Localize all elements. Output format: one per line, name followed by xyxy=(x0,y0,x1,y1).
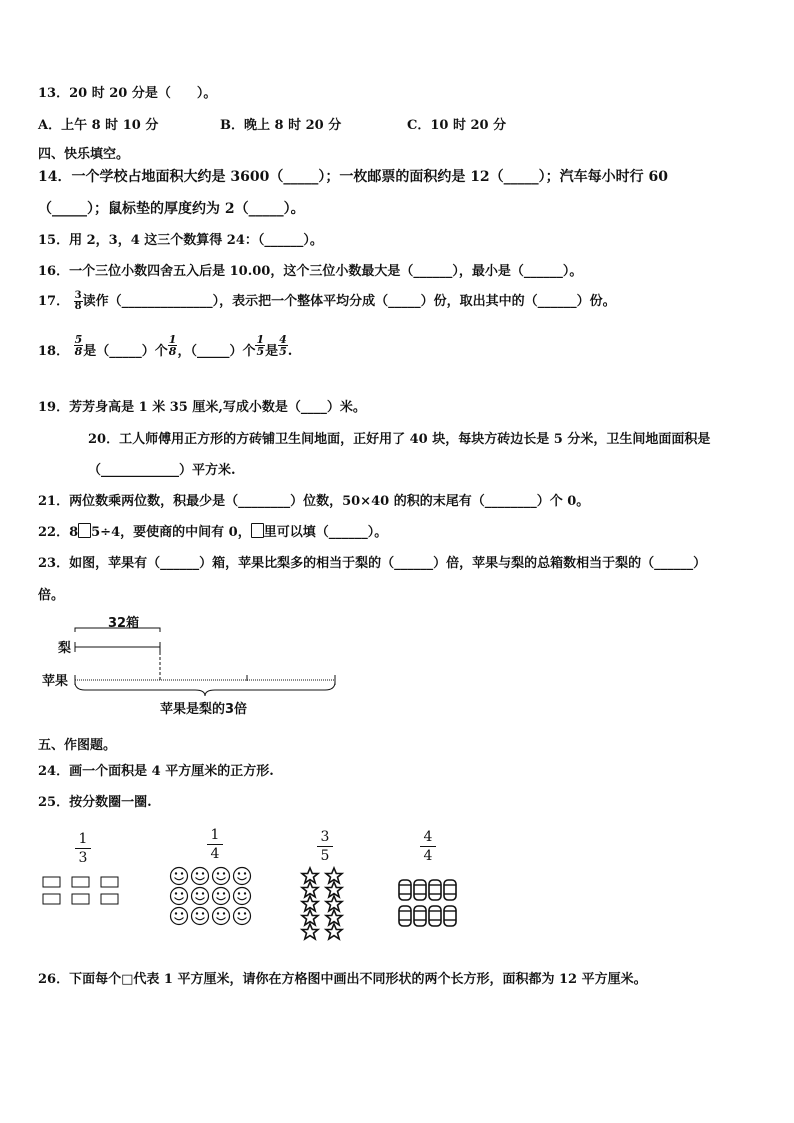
star-icon xyxy=(302,924,318,939)
question-14-line-1 xyxy=(38,166,668,186)
question-14-line-2: （_____）；鼠标垫的厚度约为 2（_____）。 xyxy=(38,201,305,217)
question-13 xyxy=(38,82,216,101)
rectangles-group xyxy=(42,876,122,906)
blank-box xyxy=(78,523,91,538)
bottom-label: 苹果是梨的3倍 xyxy=(160,702,248,717)
section-heading-4: 四、快乐填空。 xyxy=(38,147,130,162)
question-20-line-2: （____________）平方米. xyxy=(88,463,236,478)
question-text: 一个三位小数四舍五入后是 10.00，这个三位小数最大是（______），最小是（______）。 xyxy=(69,264,583,279)
question-26 xyxy=(38,968,647,987)
question-number: 25． xyxy=(38,795,70,810)
text: 里可以填（______）。 xyxy=(263,525,388,540)
rectangle-shape xyxy=(101,894,118,904)
smiley-face-icon xyxy=(213,868,230,885)
cylinder-icon xyxy=(399,880,411,900)
question-number: 16． xyxy=(38,264,70,279)
text: 是 xyxy=(265,344,279,359)
smiley-face-icon xyxy=(171,888,188,905)
question-text: 按分数圈一圈. xyxy=(69,795,152,810)
cylinder-icon xyxy=(399,906,411,926)
apple-label: 苹果 xyxy=(42,674,69,689)
section-heading-5: 五、作图题。 xyxy=(38,738,117,753)
question-text: 两位数乘两位数，积最少是（________）位数，50×40 的积的末尾有（________）个 0。 xyxy=(69,494,590,509)
question-text: 画一个面积是 4 平方厘米的正方形. xyxy=(69,764,274,779)
cylinder-icon xyxy=(414,880,426,900)
question-number: 17． xyxy=(38,294,70,309)
question-17 xyxy=(38,290,616,312)
fraction: $\frac{3}{8}$ xyxy=(74,290,82,312)
cylinder-icon xyxy=(414,906,426,926)
q13-option-a: A．上午 8 时 10 分 xyxy=(38,118,159,133)
question-number: 22． xyxy=(38,525,70,540)
fraction: $\frac{1}{5}$ xyxy=(256,333,265,358)
question-number: 14． xyxy=(38,169,72,185)
text: 是（_____）个 xyxy=(83,344,168,359)
question-text: 用 2，3，4 这三个数算得 24：（______）。 xyxy=(69,233,323,248)
blank-box xyxy=(251,523,264,538)
text: . xyxy=(287,344,293,359)
smiley-face-icon xyxy=(234,908,251,925)
text: 5÷4，要使商的中间有 0， xyxy=(91,525,251,540)
smiley-face-icon xyxy=(192,908,209,925)
question-20-line-1: 20．工人师傅用正方形的方砖铺卫生间地面，正好用了 40 块，每块方砖边长是 5 分米，卫生间地面面积是 xyxy=(88,432,711,447)
question-22 xyxy=(38,521,387,540)
smiley-face-icon xyxy=(171,868,188,885)
smiley-faces-group xyxy=(168,866,254,928)
bottom-brace xyxy=(75,682,335,696)
rectangle-shape xyxy=(72,894,89,904)
rectangle-shape xyxy=(43,877,60,887)
question-23-line-2: 倍。 xyxy=(38,588,65,603)
smiley-face-icon xyxy=(192,868,209,885)
group-1-fraction: $\frac{1}{3}$ xyxy=(75,832,91,865)
question-text: 读作（______________），表示把一个整体平均分成（_____）份，取出其中的（______）份。 xyxy=(82,294,616,309)
text: 8 xyxy=(69,525,79,540)
question-text: 芳芳身高是 1 米 35 厘米,写成小数是（____）米。 xyxy=(69,400,366,415)
question-number: 13． xyxy=(38,86,70,101)
question-text: 一个学校占地面积大约是 3600（_____）；一枚邮票的面积约是 12（_____）；汽车每小时行 60 xyxy=(71,169,669,185)
question-number: 21． xyxy=(38,494,70,509)
group-2-fraction: $\frac{1}{4}$ xyxy=(207,828,223,861)
question-25 xyxy=(38,791,152,810)
smiley-face-icon xyxy=(171,908,188,925)
question-number: 26． xyxy=(38,972,70,987)
cylinder-icon xyxy=(444,906,456,926)
question-number: 15． xyxy=(38,233,70,248)
rectangle-shape xyxy=(43,894,60,904)
smiley-face-icon xyxy=(234,868,251,885)
text: ，（_____）个 xyxy=(177,344,256,359)
fraction: $\frac{4}{5}$ xyxy=(279,333,287,358)
question-number: 18． xyxy=(38,344,70,359)
q13-option-c: C．10 时 20 分 xyxy=(407,118,507,133)
line-segment-diagram xyxy=(40,612,340,718)
star-icon xyxy=(326,924,342,939)
stars-group xyxy=(295,866,351,944)
fraction: $\frac{1}{8}$ xyxy=(168,333,177,358)
rectangle-shape xyxy=(72,877,89,887)
group-3-fraction: $\frac{3}{5}$ xyxy=(317,830,333,863)
group-4-fraction: $\frac{4}{4}$ xyxy=(420,830,436,863)
top-label: 32箱 xyxy=(108,616,140,631)
question-24 xyxy=(38,760,274,779)
cylinder-icon xyxy=(429,906,441,926)
rectangle-shape xyxy=(101,877,118,887)
q13-option-b: B．晚上 8 时 20 分 xyxy=(220,118,342,133)
question-21 xyxy=(38,490,589,509)
question-19 xyxy=(38,396,366,415)
cylinder-icon xyxy=(429,880,441,900)
question-number: 24． xyxy=(38,764,70,779)
pear-label: 梨 xyxy=(58,641,72,656)
smiley-face-icon xyxy=(213,888,230,905)
smiley-face-icon xyxy=(234,888,251,905)
question-23-line-1 xyxy=(38,552,706,571)
fraction: $\frac{5}{8}$ xyxy=(74,333,83,358)
cylinder-icon xyxy=(444,880,456,900)
question-16 xyxy=(38,260,582,279)
smiley-face-icon xyxy=(192,888,209,905)
smiley-face-icon xyxy=(213,908,230,925)
question-18 xyxy=(38,333,293,366)
question-15 xyxy=(38,229,323,248)
cylinders-group xyxy=(396,878,462,930)
question-number: 19． xyxy=(38,400,70,415)
question-number: 23． xyxy=(38,556,70,571)
question-text: 20 时 20 分是（ ）。 xyxy=(69,86,217,101)
question-text: 如图，苹果有（______）箱，苹果比梨多的相当于梨的（______）倍，苹果与梨的总箱数相当于梨的（______） xyxy=(69,556,707,571)
question-text: 下面每个□代表 1 平方厘米，请你在方格图中画出不同形状的两个长方形，面积都为 12 平方厘米。 xyxy=(69,972,647,987)
